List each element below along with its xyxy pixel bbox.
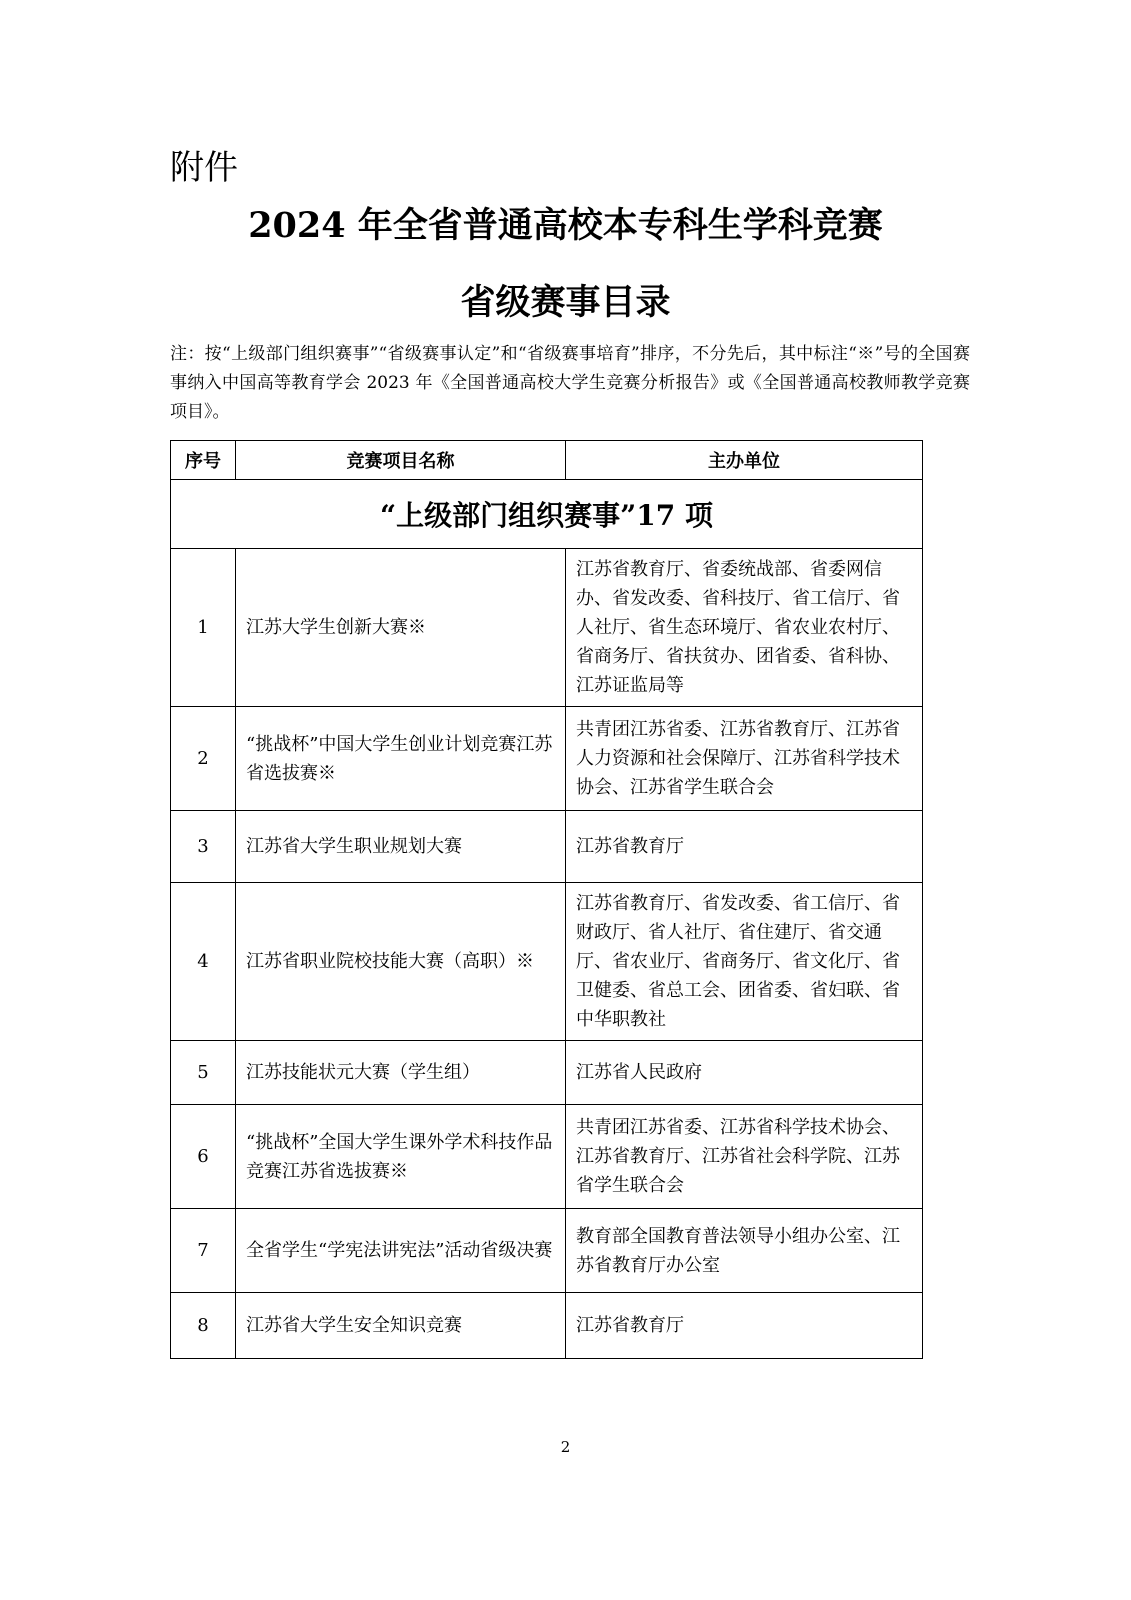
row-num: 8 [171,1293,236,1359]
row-org: 教育部全国教育普法领导小组办公室、江苏省教育厅办公室 [566,1209,923,1293]
row-num: 3 [171,811,236,883]
table-row [171,811,923,883]
table-header-row [171,441,923,480]
row-num: 6 [171,1105,236,1209]
row-org: 共青团江苏省委、江苏省科学技术协会、江苏省教育厅、江苏省社会科学院、江苏省学生联合会 [566,1105,923,1209]
header-num: 序号 [171,441,236,480]
document-title-line1: 2024 年全省普通高校本专科生学科竞赛 [248,205,883,246]
row-num: 2 [171,707,236,811]
row-org: 江苏省教育厅、省发改委、省工信厅、省财政厅、省人社厅、省住建厅、省交通厅、省农业厅、省商务厅、省文化厅、省卫健委、省总工会、团省委、省妇联、省中华职教社 [566,883,923,1041]
row-org: 江苏省教育厅 [566,811,923,883]
table-row [171,1293,923,1359]
row-name: 江苏技能状元大赛（学生组） [236,1041,566,1105]
row-name: 全省学生“学宪法讲宪法”活动省级决赛 [236,1209,566,1293]
table-row [171,707,923,811]
section-title: “上级部门组织赛事”17 项 [171,480,923,549]
row-org: 江苏省教育厅、省委统战部、省委网信办、省发改委、省科技厅、省工信厅、省人社厅、省生态环境厅、省农业农村厅、省商务厅、省扶贫办、团省委、省科协、江苏证监局等 [566,549,923,707]
row-name: “挑战杯”中国大学生创业计划竞赛江苏省选拔赛※ [236,707,566,811]
row-name: 江苏省职业院校技能大赛（高职）※ [236,883,566,1041]
section-row [171,480,923,549]
page-number: 2 [560,1438,571,1456]
table-row [171,1041,923,1105]
row-name: 江苏省大学生安全知识竞赛 [236,1293,566,1359]
row-num: 4 [171,883,236,1041]
competition-table [170,440,923,1359]
table-row [171,883,923,1041]
attachment-label: 附件 [170,148,238,188]
table-row [171,1105,923,1209]
row-num: 7 [171,1209,236,1293]
row-num: 1 [171,549,236,707]
row-org: 江苏省人民政府 [566,1041,923,1105]
header-org: 主办单位 [566,441,923,480]
table-row [171,549,923,707]
row-name: 江苏大学生创新大赛※ [236,549,566,707]
table-row [171,1209,923,1293]
header-name: 竞赛项目名称 [236,441,566,480]
row-org: 江苏省教育厅 [566,1293,923,1359]
row-name: 江苏省大学生职业规划大赛 [236,811,566,883]
row-num: 5 [171,1041,236,1105]
row-name: “挑战杯”全国大学生课外学术科技作品竞赛江苏省选拔赛※ [236,1105,566,1209]
row-org: 共青团江苏省委、江苏省教育厅、江苏省人力资源和社会保障厅、江苏省科学技术协会、江苏省学生联合会 [566,707,923,811]
document-title-line2: 省级赛事目录 [460,282,671,323]
note-paragraph: 注：按“上级部门组织赛事”“省级赛事认定”和“省级赛事培育”排序，不分先后，其中标注“※”号的全国赛事纳入中国高等教育学会 2023 年《全国普通高校大学生竞赛分析报告》或《全国普通高校教师教学竞赛项目》。 [170,344,970,422]
